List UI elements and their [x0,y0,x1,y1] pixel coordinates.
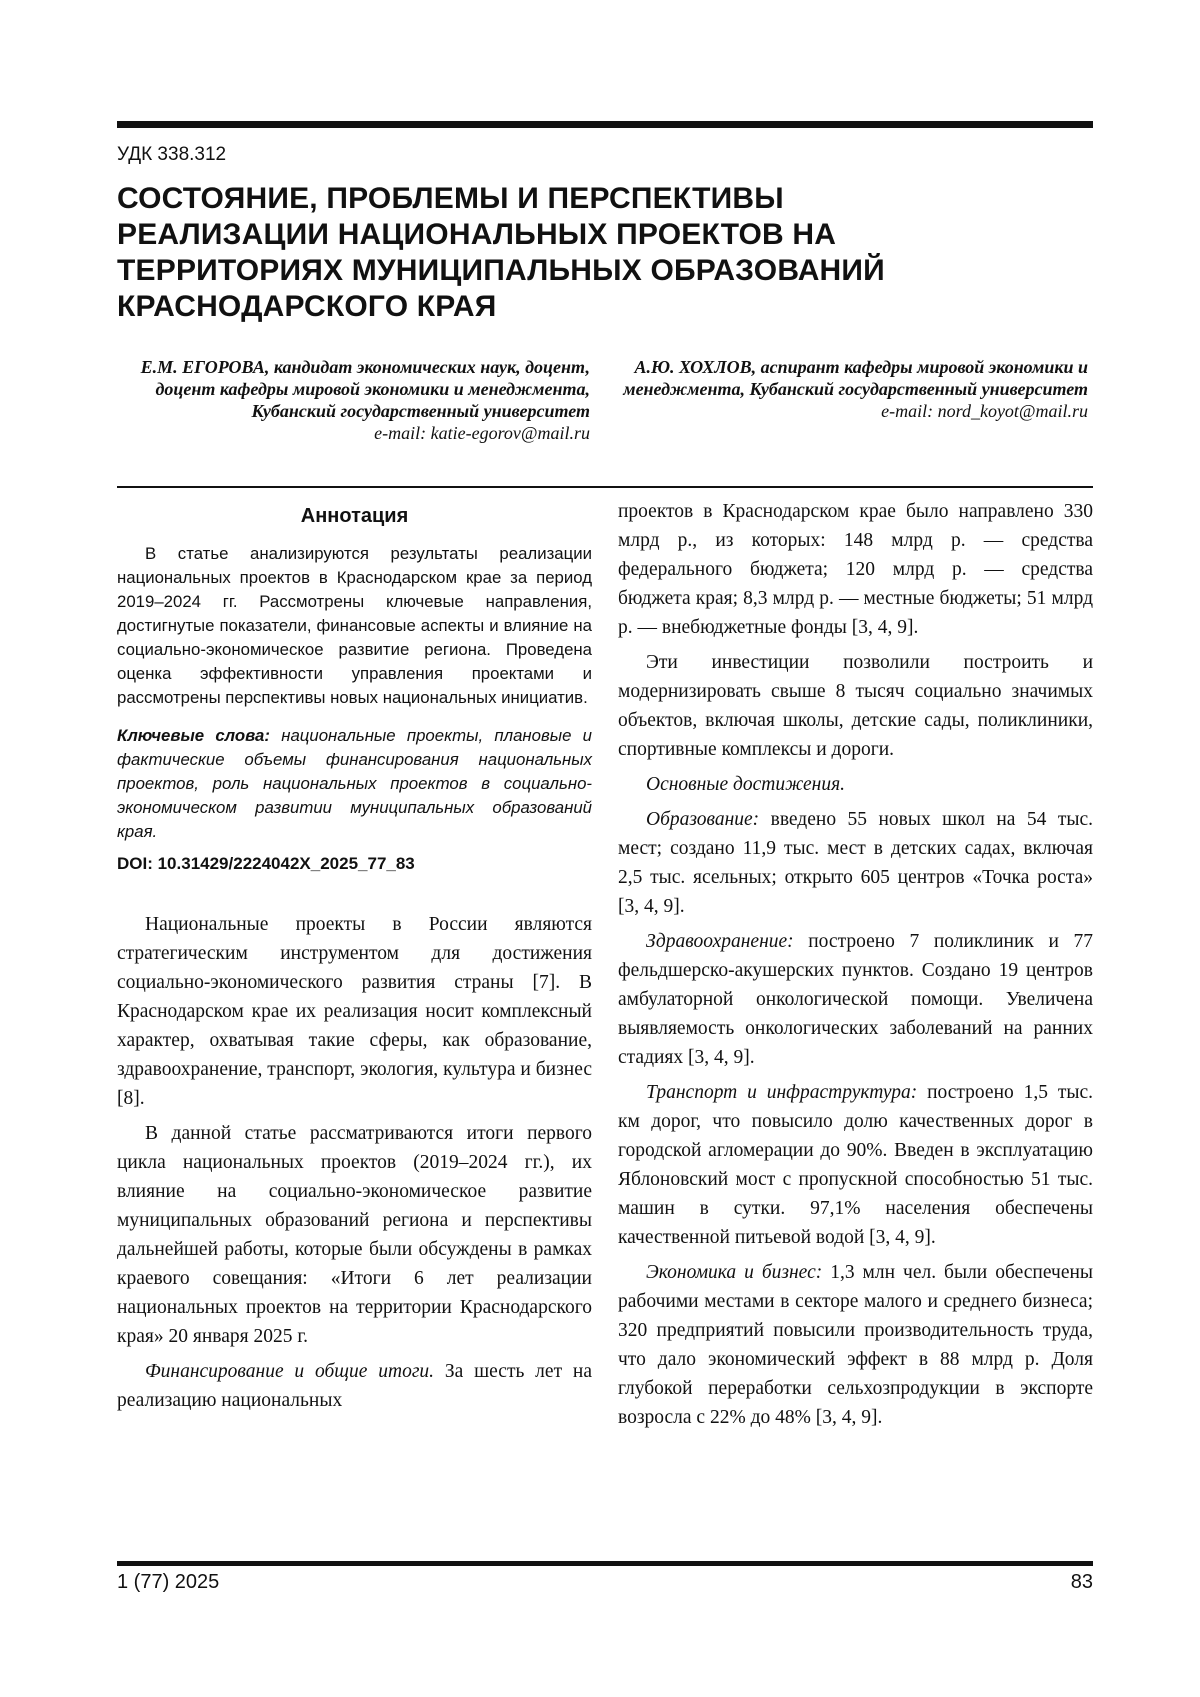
udc-code: УДК 338.312 [117,144,227,165]
author-email[interactable]: e-mail: nord_koyot@mail.ru [881,401,1088,421]
footer-rule [117,1561,1093,1566]
body-paragraph [618,1258,1093,1432]
top-rule [117,121,1093,128]
author-name-position: Е.М. ЕГОРОВА, кандидат экономических наук, доцент, доцент кафедры мировой экономики и менеджмента, Кубанский государственный университет [140,357,590,421]
issue-number: 1 (77) 2025 [117,1571,220,1593]
article-title [117,181,1093,325]
right-column [618,497,1093,1432]
body-paragraph [618,1078,1093,1252]
body-paragraph [618,927,1093,1072]
section-rule [117,486,1093,488]
title-line: КРАСНОДАРСКОГО КРАЯ [117,290,497,323]
body-paragraph: Эти инвестиции позволили построить и модернизировать свыше 8 тысяч социально значимых объектов, включая школы, детские сады, поликлиники, спортивные комплексы и дороги. [618,652,1093,760]
transport-text: построено 1,5 тыс. км дорог, что повысило долю качественных дорог в городской агломерации до 90%. Введен в эксплуатацию Яблоновский мост с пропускной способностью 51 тыс. машин в сутки. 97,1% населения обеспечены качественной питьевой водой [3, 4, 9]. [618,1082,1093,1248]
author-email[interactable]: e-mail: katie-egorov@mail.ru [374,423,590,443]
annotation-heading: Аннотация [300,505,409,527]
page-number: 83 [1070,1571,1093,1593]
achievements-label: Основные достижения. [646,774,846,795]
left-column [117,497,592,1415]
health-label: Здравоохранение: [646,931,794,952]
body-paragraph: проектов в Краснодарском крае было направлено 330 млрд р., из которых: 148 млрд р. — средства федерального бюджета; 120 млрд р. — средства бюджета края; 8,3 млрд р. — местные бюджеты; 51 млрд р. — внебюджетные фонды [3, 4, 9]. [618,501,1093,638]
keywords [117,724,592,844]
transport-label: Транспорт и инфраструктура: [646,1082,918,1103]
spacer [117,874,592,910]
body-paragraph: В данной статье рассматриваются итоги первого цикла национальных проектов (2019–2024 гг.), их влияние на социально-экономическое развитие муниципальных образований региона и перспективы дальнейшей работы, которые были обсуждены в рамках краевого совещания: «Итоги 6 лет реализации национальных проектов на территории Краснодарского края» 20 января 2025 г. [117,1123,592,1347]
financing-text: За шесть лет на реализацию национальных [117,1361,593,1411]
title-line: СОСТОЯНИЕ, ПРОБЛЕМЫ И ПЕРСПЕКТИВЫ [117,182,784,215]
abstract-text: В статье анализируются результаты реализации национальных проектов в Краснодарском крае за период 2019–2024 гг. Рассмотрены ключевые направления, достигнутые показатели, финансовые аспекты и влияние на социально-экономическое развитие региона. Проведена оценка эффективности управления проектами и рассмотрены перспективы новых национальных инициатив. [117,544,592,707]
health-text: построено 7 поликлиник и 77 фельдшерско-акушерских пунктов. Создано 19 центров амбулаторной онкологической помощи. Увеличена выявляемость онкологических заболеваний на ранних стадиях [3, 4, 9]. [618,931,1094,1068]
economy-text: 1,3 млн чел. были обеспечены рабочими местами в секторе малого и среднего бизнеса; 320 предприятий повысили производительность труда, что дало экономический эффект в 88 млрд р. Доля глубокой переработки сельхозпродукции в экспорте возросла с 22% до 48% [3, 4, 9]. [618,1262,1094,1428]
author-block-1 [120,356,590,444]
economy-label: Экономика и бизнес: [646,1262,823,1283]
body-paragraph: Национальные проекты в России являются стратегическим инструментом для достижения социально-экономического развития страны [7]. В Краснодарском крае их реализация носит комплексный характер, охватывая такие сферы, как образование, здравоохранение, транспорт, экология, культура и бизнес [8]. [117,914,592,1109]
financing-label: Финансирование и общие итоги. [145,1361,435,1382]
body-paragraph [117,1357,592,1415]
education-text: введено 55 новых школ на 54 тыс. мест; создано 11,9 тыс. мест в детских садах, включая 2,5 тыс. ясельных; открыто 605 центров «Точка роста» [3, 4, 9]. [618,809,1093,917]
author-name-position: А.Ю. ХОХЛОВ, аспирант кафедры мировой экономики и менеджмента, Кубанский государственный университет [623,357,1088,399]
author-block-2 [618,356,1088,422]
subheading-achievements [618,770,1093,799]
doi[interactable]: DOI: 10.31429/2224042X_2025_77_83 [117,854,415,873]
body-paragraph [618,805,1093,921]
education-label: Образование: [646,809,760,830]
keywords-text: национальные проекты, плановые и фактические объемы финансирования национальных проектов, роль национальных проектов в социально-экономическом развитии муниципальных образований края. [117,726,592,841]
title-line: ТЕРРИТОРИЯХ МУНИЦИПАЛЬНЫХ ОБРАЗОВАНИЙ [117,254,885,287]
title-line: РЕАЛИЗАЦИИ НАЦИОНАЛЬНЫХ ПРОЕКТОВ НА [117,218,837,251]
keywords-label: Ключевые слова: [117,726,270,745]
